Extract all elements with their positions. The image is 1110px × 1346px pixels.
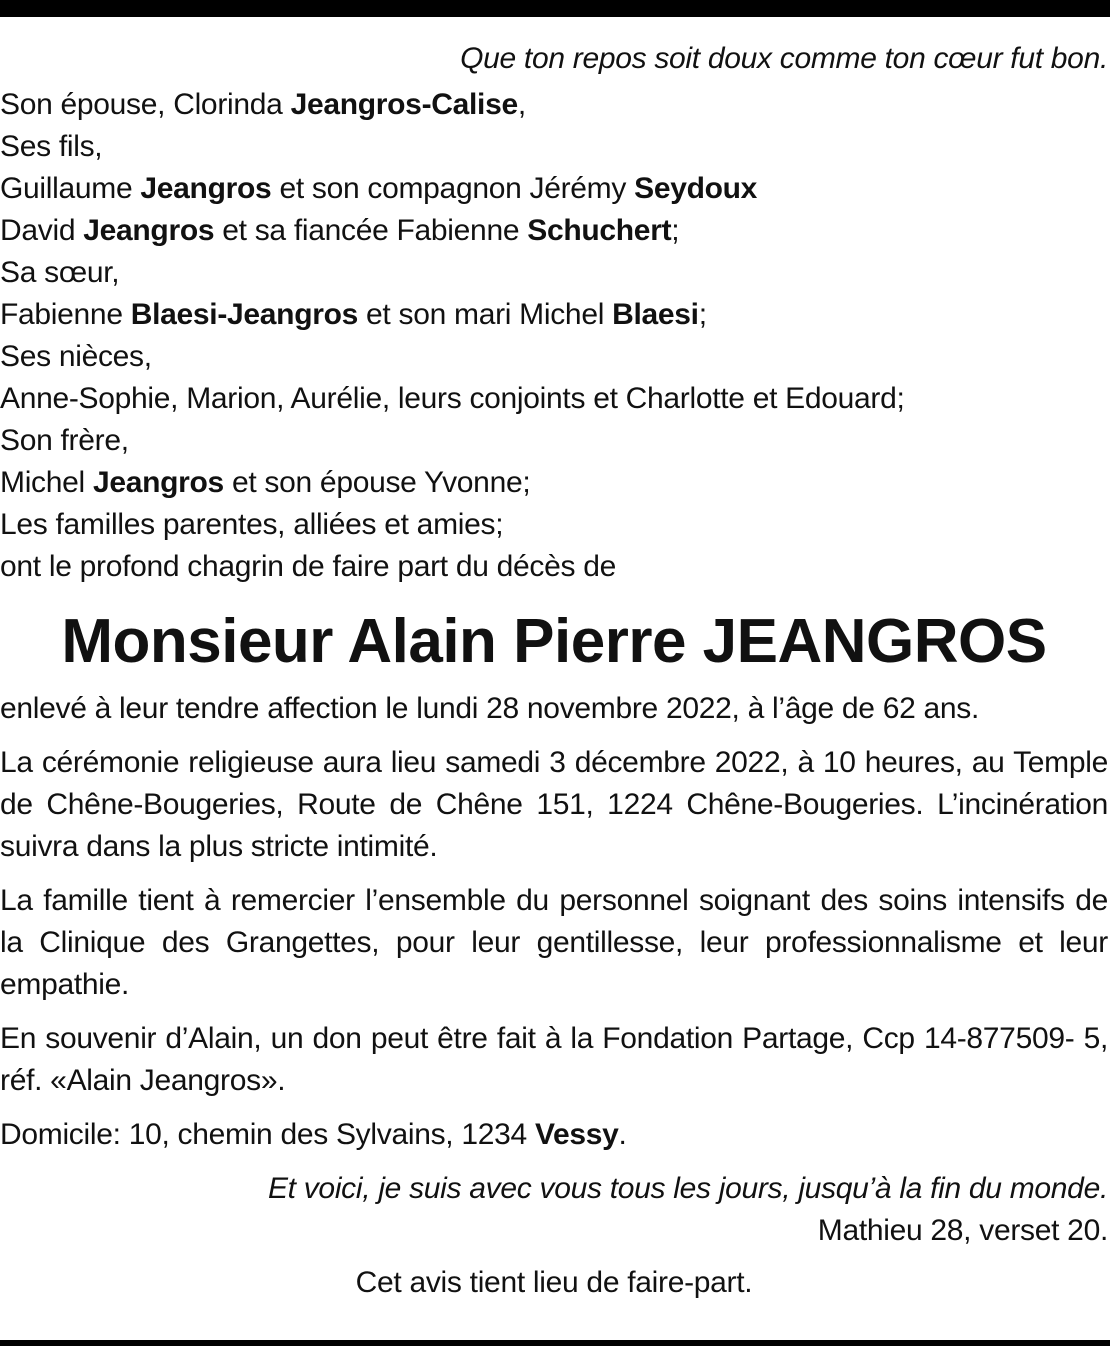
epigraph: Que ton repos soit doux comme ton cœur fut bon. — [460, 42, 1108, 75]
family-list — [0, 84, 1108, 588]
family-line-nieces: Anne-Sophie, Marion, Aurélie, leurs conjoints et Charlotte et Edouard; — [0, 382, 905, 415]
family-surname: Jeangros — [92, 466, 224, 499]
family-line-text: David — [0, 214, 84, 247]
punctuation: , — [517, 88, 526, 121]
domicile-paragraph — [0, 1114, 1108, 1156]
family-surname: Blaesi — [612, 298, 699, 331]
family-line-sons-heading: Ses fils, — [0, 130, 103, 163]
donation-paragraph: En souvenir d’Alain, un don peut être fait à la Fondation Partage, Ccp 14-877509- 5, réf. «Alain Jeangros». — [0, 1022, 1108, 1097]
family-line-text: Son épouse, Clorinda — [0, 88, 291, 121]
family-line-son-2 — [0, 210, 1108, 252]
family-line-text: Guillaume — [0, 172, 141, 205]
family-line-brother — [0, 462, 1108, 504]
punctuation: ; — [698, 298, 707, 331]
family-surname: Schuchert — [527, 214, 672, 247]
family-surname: Jeangros — [83, 214, 215, 247]
domicile-place: Vessy — [534, 1118, 619, 1151]
scripture-reference: Mathieu 28, verset 20. — [817, 1214, 1108, 1247]
family-line-text: et son mari Michel — [358, 298, 613, 331]
scripture-quote: Et voici, je suis avec vous tous les jours, jusqu’à la fin du monde. — [267, 1172, 1108, 1205]
family-line-brother-heading: Son frère, — [0, 424, 129, 457]
family-line-text: et son compagnon Jérémy — [271, 172, 635, 205]
family-line-sister-heading: Sa sœur, — [0, 256, 120, 289]
family-surname: Seydoux — [634, 172, 758, 205]
closing-note: Cet avis tient lieu de faire-part. — [355, 1266, 753, 1299]
punctuation: ; — [671, 214, 680, 247]
family-line-son-1 — [0, 168, 1108, 210]
top-rule — [0, 0, 1110, 17]
family-surname: Jeangros-Calise — [290, 88, 518, 121]
obituary-notice — [0, 38, 1108, 1304]
family-line-text: Fabienne — [0, 298, 131, 331]
punctuation: . — [618, 1118, 627, 1151]
bottom-rule — [0, 1340, 1110, 1346]
family-line-announcement: ont le profond chagrin de faire part du décès de — [0, 550, 617, 583]
family-line-text: Michel — [0, 466, 93, 499]
family-line-nieces-heading: Ses nièces, — [0, 340, 152, 373]
scripture-quote-block — [0, 1168, 1108, 1252]
family-surname: Blaesi-Jeangros — [130, 298, 359, 331]
passing-paragraph: enlevé à leur tendre affection le lundi 28 novembre 2022, à l’âge de 62 ans. — [0, 692, 980, 725]
thanks-paragraph: La famille tient à remercier l’ensemble du personnel soignant des soins intensifs de la Clinique des Grangettes, pour leur gentillesse, leur professionnalisme et leur empathie. — [0, 884, 1108, 1001]
domicile-address: Domicile: 10, chemin des Sylvains, 1234 — [0, 1118, 535, 1151]
family-line-text: et sa fiancée Fabienne — [214, 214, 528, 247]
deceased-name: Monsieur Alain Pierre JEANGROS — [61, 607, 1047, 676]
ceremony-paragraph: La cérémonie religieuse aura lieu samedi 3 décembre 2022, à 10 heures, au Temple de Chêne-Bougeries, Route de Chêne 151, 1224 Chêne-Bougeries. L’incinération suivra dans la plus stricte intimité. — [0, 746, 1108, 863]
family-line-text: et son épouse Yvonne; — [223, 466, 531, 499]
family-line-spouse — [0, 84, 1108, 126]
family-line-relatives: Les familles parentes, alliées et amies; — [0, 508, 504, 541]
family-line-sister — [0, 294, 1108, 336]
family-surname: Jeangros — [140, 172, 272, 205]
